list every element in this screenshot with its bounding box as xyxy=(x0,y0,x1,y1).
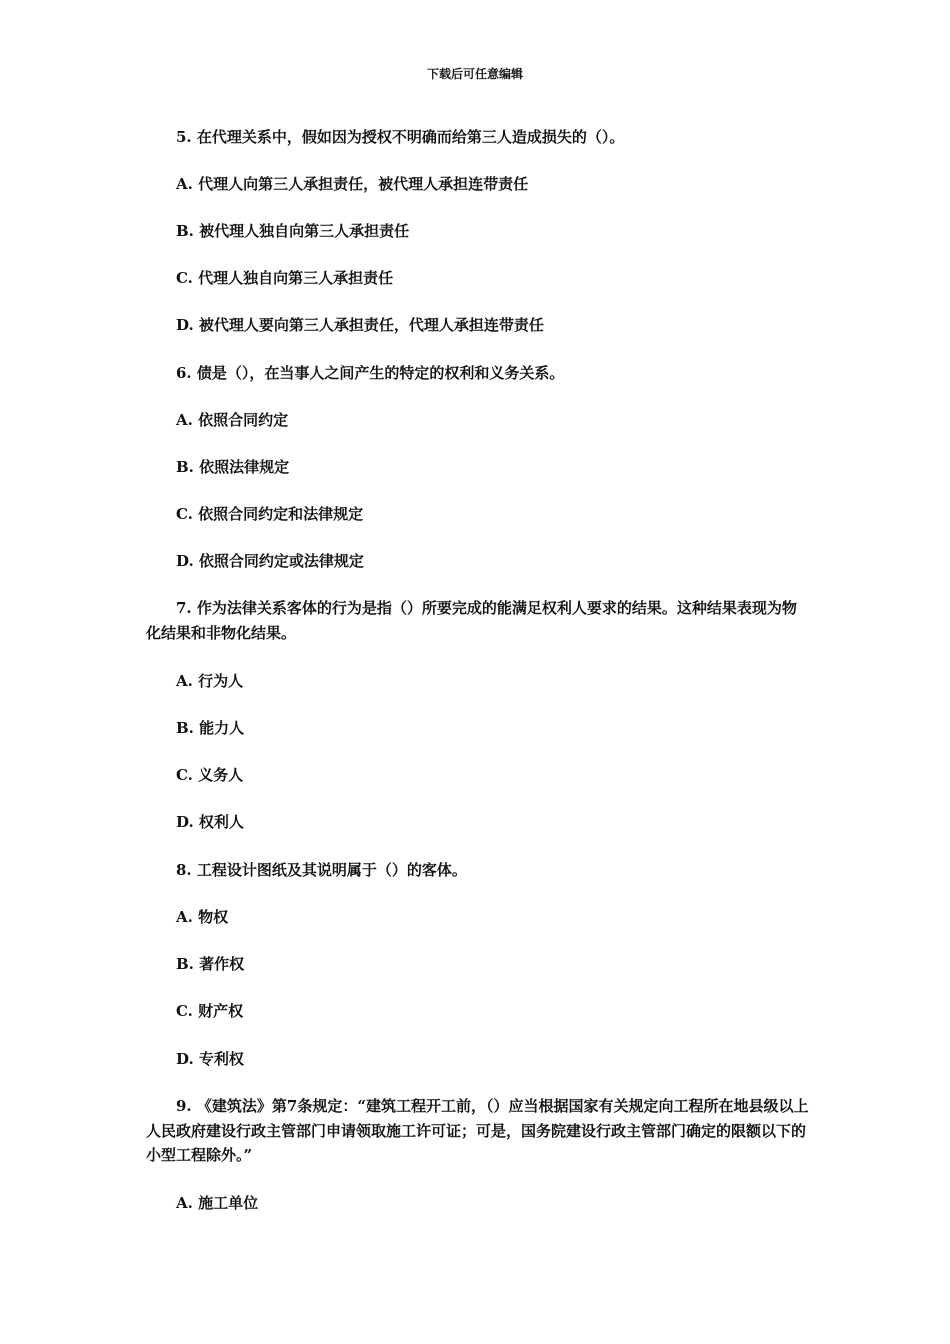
question-8-stem: 8. 工程设计图纸及其说明属于（）的客体。 xyxy=(176,861,467,879)
question-9-stem: 9. 《建筑法》第7条规定：“建筑工程开工前，（）应当根据国家有关规定向工程所在地县级以上人民政府建设行政主管部门申请领取施工许可证；可是，国务院建设行政主管部门确定的限额以下的小型工程除外。” xyxy=(146,1097,809,1164)
question-6-option-c: C. 依照合同约定和法律规定 xyxy=(176,505,364,523)
question-7-option-c: C. 义务人 xyxy=(176,766,244,784)
question-8-option-a: A. 物权 xyxy=(176,908,229,926)
question-5-option-d: D. 被代理人要向第三人承担责任，代理人承担连带责任 xyxy=(176,316,544,334)
question-6-stem: 6. 债是（），在当事人之间产生的特定的权利和义务关系。 xyxy=(176,364,565,382)
question-8-option-b: B. 著作权 xyxy=(176,955,245,973)
question-8-option-d: D. 专利权 xyxy=(176,1050,244,1068)
page-header: 下载后可任意编辑 xyxy=(426,67,523,81)
question-6-option-b: B. 依照法律规定 xyxy=(176,458,290,476)
question-5-stem: 5. 在代理关系中，假如因为授权不明确而给第三人造成损失的（）。 xyxy=(176,128,625,146)
question-5-option-c: C. 代理人独自向第三人承担责任 xyxy=(176,269,394,287)
question-6-option-a: A. 依照合同约定 xyxy=(176,411,289,429)
question-7-stem: 7. 作为法律关系客体的行为是指（）所要完成的能满足权利人要求的结果。这种结果表现为物化结果和非物化结果。 xyxy=(146,599,797,642)
question-6-option-d: D. 依照合同约定或法律规定 xyxy=(176,552,364,570)
question-9-option-a: A. 施工单位 xyxy=(176,1194,259,1212)
question-7-option-d: D. 权利人 xyxy=(176,813,244,831)
question-7-option-a: A. 行为人 xyxy=(176,672,244,690)
question-5-option-a: A. 代理人向第三人承担责任，被代理人承担连带责任 xyxy=(176,175,529,193)
question-7-option-b: B. 能力人 xyxy=(176,719,245,737)
question-8-option-c: C. 财产权 xyxy=(176,1002,244,1020)
question-5-option-b: B. 被代理人独自向第三人承担责任 xyxy=(176,222,410,240)
